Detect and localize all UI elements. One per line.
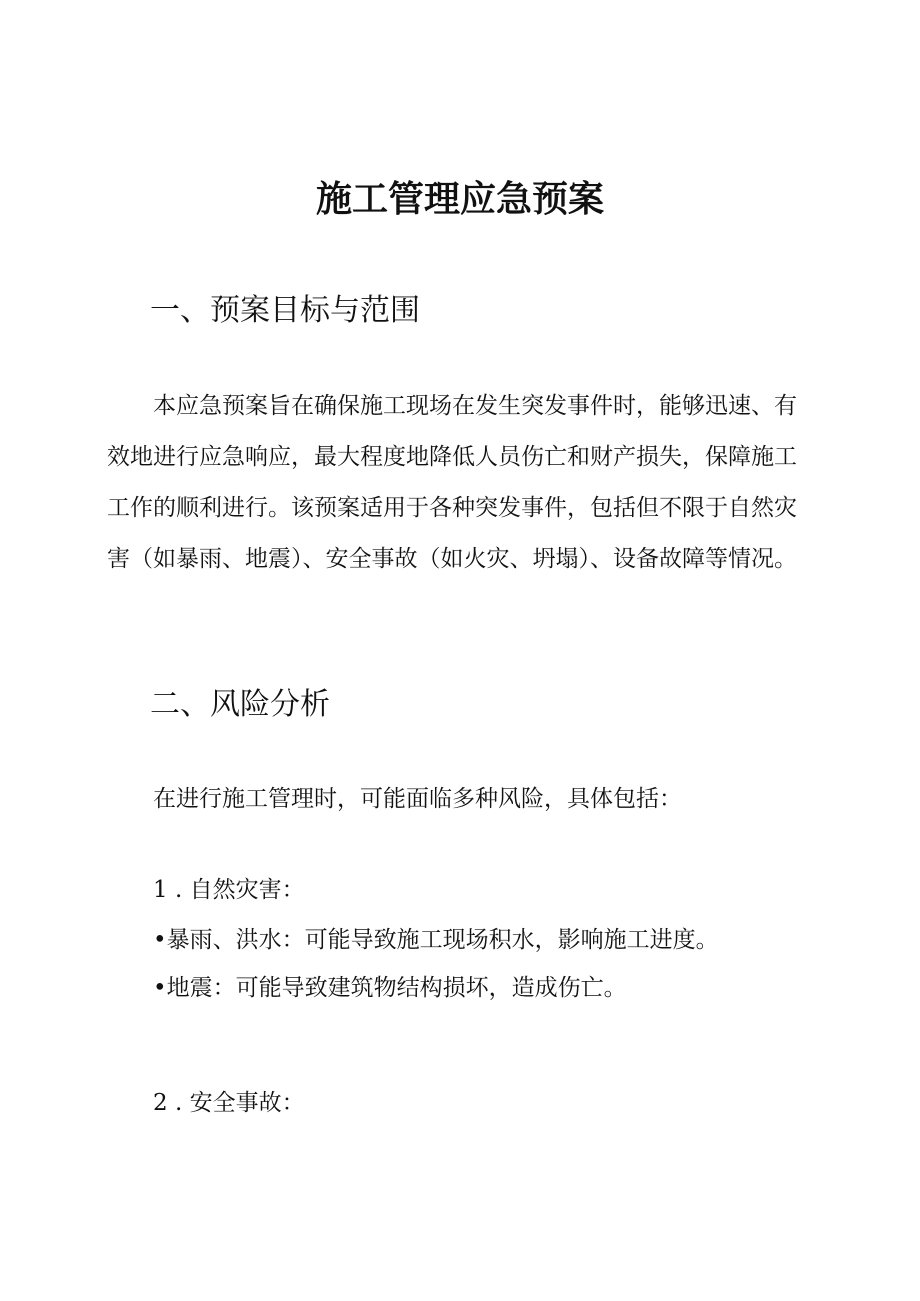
section-heading-risk: 二、风险分析 <box>150 687 330 722</box>
list-item-safety-accidents: 2 . 安全事故： <box>153 1090 305 1116</box>
section-paragraph-scope: 本应急预案旨在确保施工现场在发生突发事件时，能够迅速、有效地进行应急响应，最大程度地降低人员伤亡和财产损失，保障施工工作的顺利进行。该预案适用于各种突发事件，包括但不限于自然灾害（如暴雨、地震）、安全事故（如火灾、坍塌）、设备故障等情况。 <box>107 393 797 572</box>
bullet-item-earthquake: •地震：可能导致建筑物结构损坏，造成伤亡。 <box>153 975 627 1001</box>
risk-intro-text: 在进行施工管理时，可能面临多种风险，具体包括： <box>153 786 682 812</box>
page-title: 施工管理应急预案 <box>315 179 604 220</box>
list-item-natural-disasters: 1 . 自然灾害： <box>153 877 305 903</box>
section-heading-scope: 一、预案目标与范围 <box>150 293 420 328</box>
bullet-item-rainstorm: •暴雨、洪水：可能导致施工现场积水，影响施工进度。 <box>153 927 719 953</box>
